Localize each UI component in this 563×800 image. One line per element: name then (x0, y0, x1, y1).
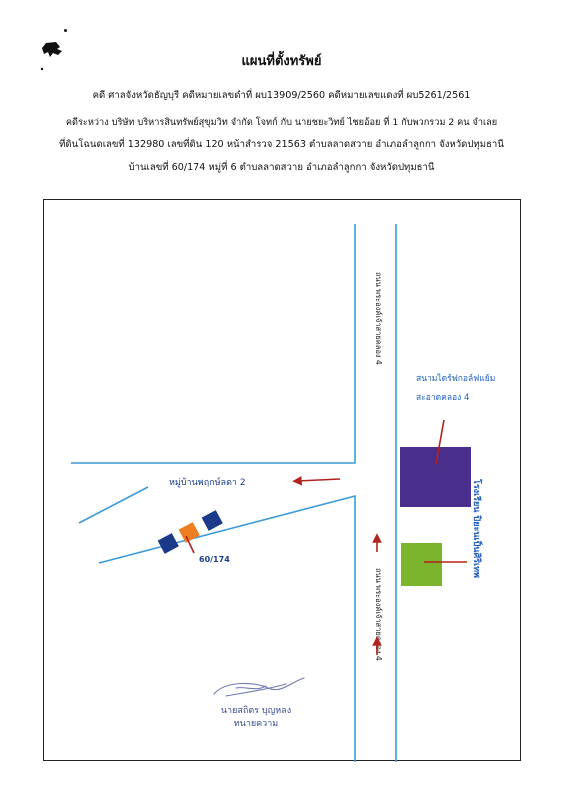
arrow-left-icon (297, 479, 340, 481)
page-title: แผนที่ตั้งทรัพย์ (241, 54, 322, 69)
side-road-lower-diagonal (79, 487, 148, 523)
village-label: หมู่บ้านพฤกษ์ลดา 2 (169, 478, 246, 488)
house-block-2 (202, 510, 223, 531)
signature-scribble (196, 666, 316, 706)
school-block (401, 543, 442, 586)
land-deed-line: ที่ดินโฉนดเลขที่ 132980 เลขที่ดิน 120 หน้าสำรวจ 21563 ตำบลลาดสวาย อำเภอลำลูกกา จังหวัดปทุมธานี (59, 139, 504, 150)
golf-label-line2: สะอาดคลอง 4 (416, 393, 470, 403)
house-number-label: 60/174 (199, 555, 230, 564)
main-road-west-edge-north (71, 224, 355, 463)
house-address-line: บ้านเลขที่ 60/174 หมู่ที่ 6 ตำบลลาดสวาย อำเภอลำลูกกา จังหวัดปทุมธานี (128, 162, 435, 173)
ink-dot (64, 29, 67, 32)
signer-role: ทนายความ (233, 719, 279, 729)
case-number-line: คดี ศาลจังหวัดธัญบุรี คดีหมายเลขดำที่ ผบ13909/2560 คดีหมายเลขแดงที่ ผบ5261/2561 (92, 90, 471, 101)
house-block-1 (158, 533, 179, 554)
school-label: โรงเรียน ปิยะนเป็นศิริเทพ (471, 479, 481, 578)
house-marker-icon (179, 522, 200, 543)
case-parties-line: คดีระหว่าง บริษัท บริหารสินทรัพย์สุขุมวิท จำกัด โจทก์ กับ นายชยะวิทย์ ไชยอ้อย ที่ 1 กับพวกรวม 2 คน จำเลย (65, 117, 498, 128)
lawyer-signature (196, 666, 316, 729)
road-north-label: ถนน พระองค์เจ้าสายคลอง 4 (374, 272, 383, 365)
golf-label-line1: สนามไดร์ฟกอล์ฟแย้ม (416, 374, 496, 384)
golf-range-block (400, 447, 471, 507)
signer-name: นายสถิตร บุญหลง (220, 706, 292, 716)
road-south-label: ถนน พระองค์เจ้าสายคลอง 4 (374, 568, 383, 661)
